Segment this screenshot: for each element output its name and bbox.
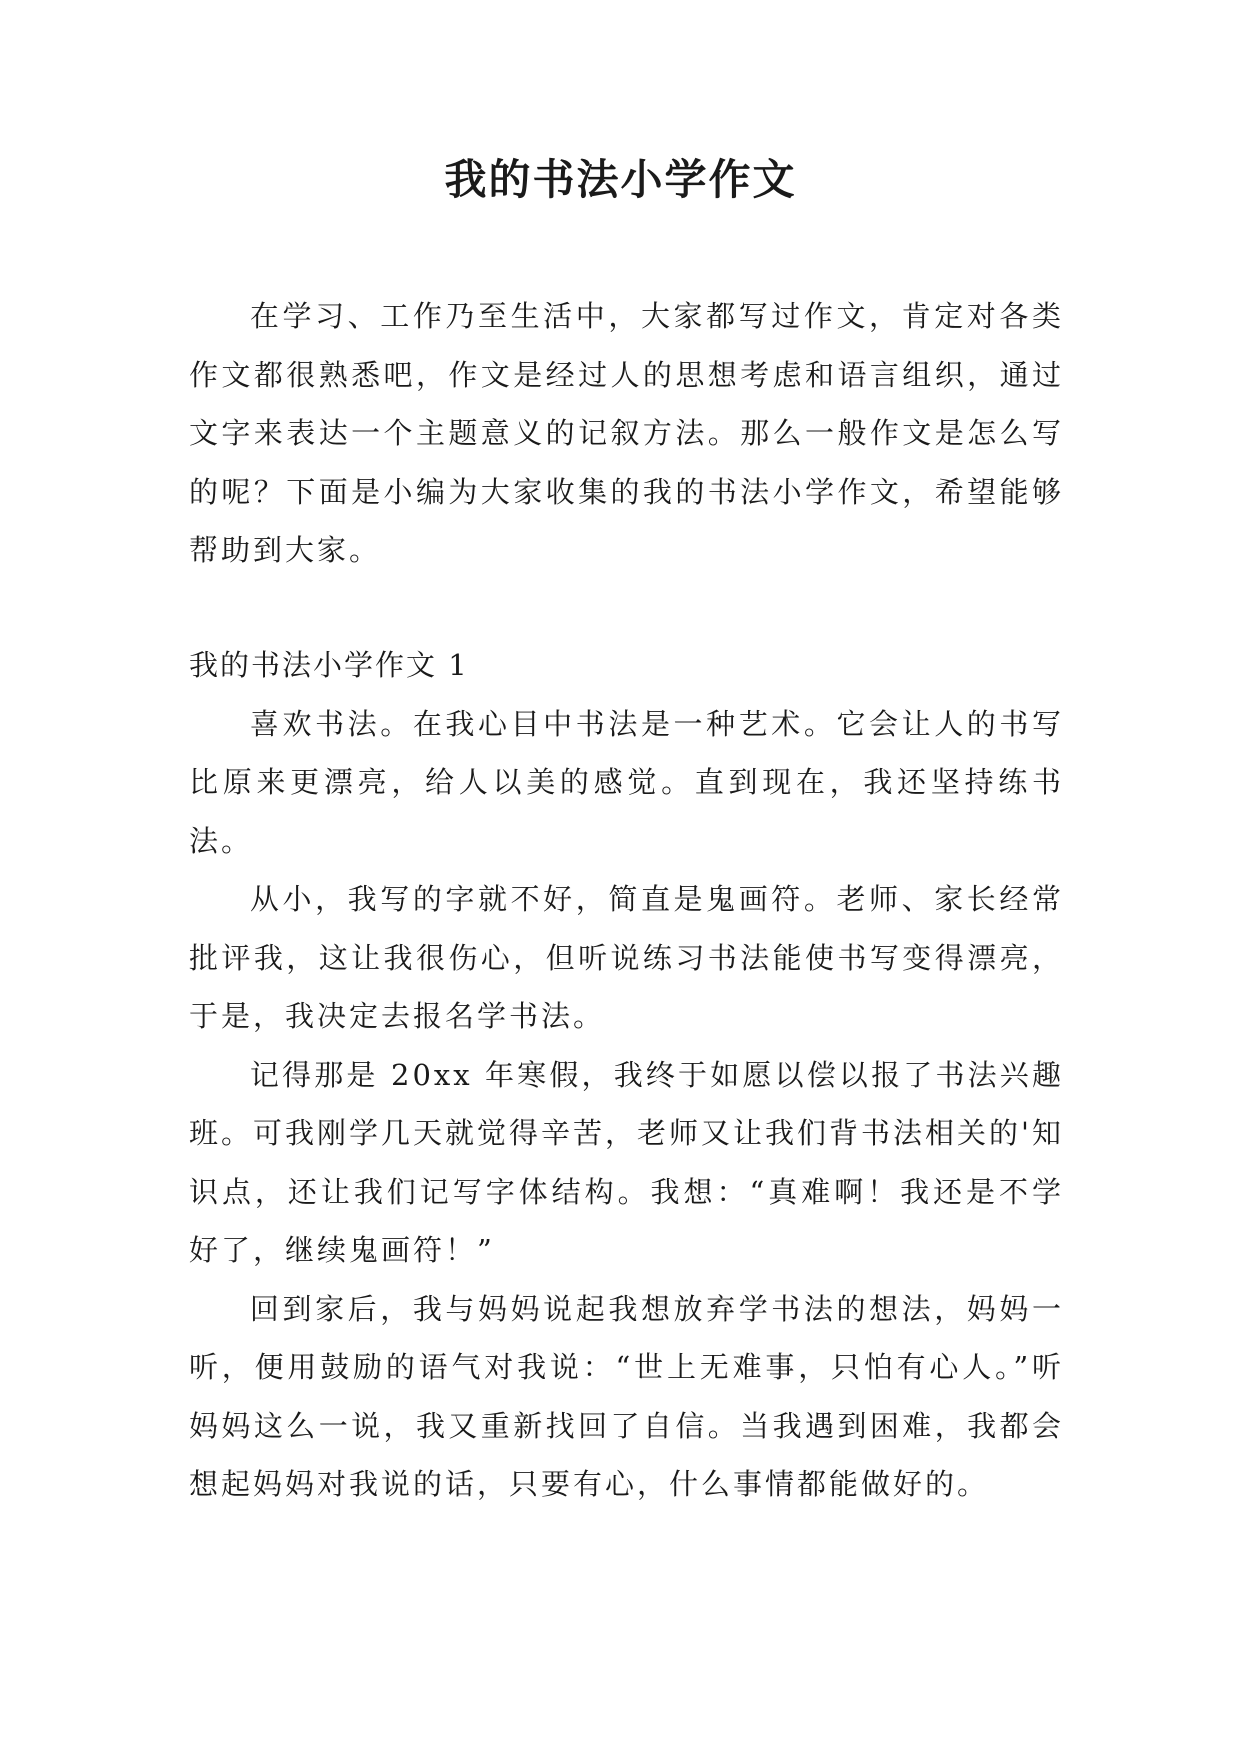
section-heading: 我的书法小学作文 1 — [189, 648, 469, 682]
essay-paragraph: 记得那是 20xx 年寒假，我终于如愿以偿以报了书法兴趣班。可我刚学几天就觉得辛苦，老师又让我们背书法相关的'知识点，还让我们记写字体结构。我想：“真难啊！我还是不学好了，继续鬼画符！” — [189, 1057, 1064, 1267]
essay-block — [189, 636, 1064, 1514]
essay-paragraph: 从小，我写的字就不好，简直是鬼画符。老师、家长经常批评我，这让我很伤心，但听说练习书法能使书写变得漂亮，于是，我决定去报名学书法。 — [189, 882, 1064, 1033]
intro-paragraph: 在学习、工作乃至生活中，大家都写过作文，肯定对各类作文都很熟悉吧，作文是经过人的思想考虑和语言组织，通过文字来表达一个主题意义的记叙方法。那么一般作文是怎么写的呢？下面是小编为大家收集的我的书法小学作文，希望能够帮助到大家。 — [189, 299, 1064, 567]
document-title: 我的书法小学作文 — [444, 155, 797, 204]
intro-block — [189, 287, 1064, 580]
essay-paragraph: 回到家后，我与妈妈说起我想放弃学书法的想法，妈妈一听，便用鼓励的语气对我说：“世上无难事，只怕有心人。”听妈妈这么一说，我又重新找回了自信。当我遇到困难，我都会想起妈妈对我说的话，只要有心，什么事情都能做好的。 — [189, 1291, 1064, 1501]
essay-paragraph: 喜欢书法。在我心目中书法是一种艺术。它会让人的书写比原来更漂亮，给人以美的感觉。直到现在，我还坚持练书法。 — [189, 706, 1064, 858]
